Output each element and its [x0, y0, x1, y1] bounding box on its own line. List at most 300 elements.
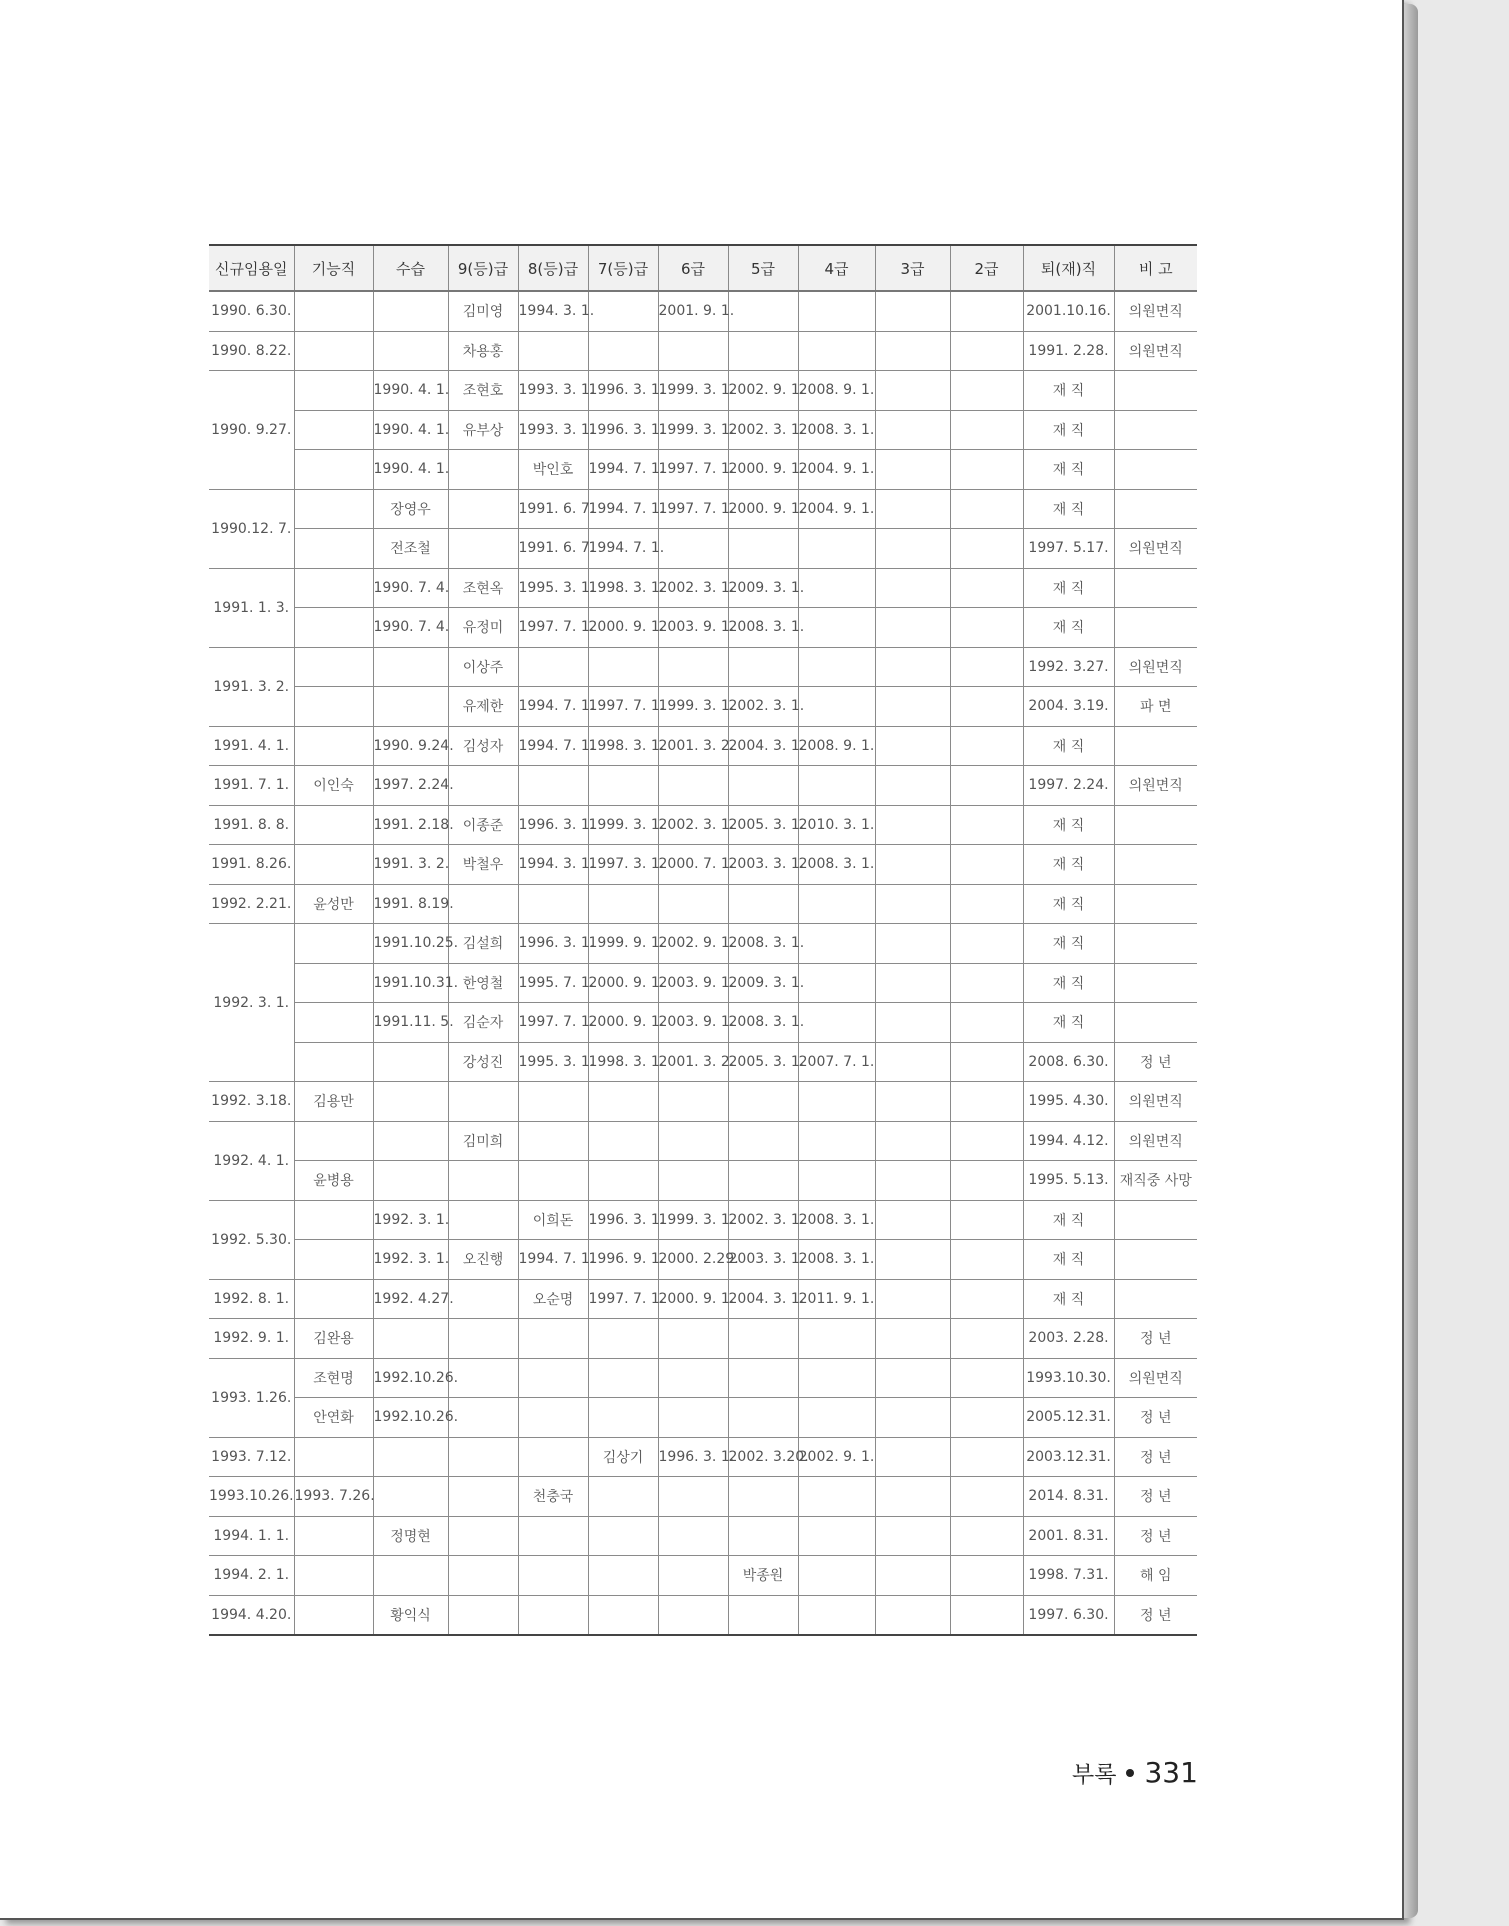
table-cell: 2007. 7. 1. [798, 1042, 875, 1082]
page-number: 331 [1144, 1756, 1198, 1789]
table-cell [875, 884, 950, 924]
table-cell: 정 년 [1114, 1319, 1197, 1359]
table-cell [294, 963, 373, 1003]
table-cell: 재 직 [1023, 1279, 1114, 1319]
table-cell [294, 331, 373, 371]
table-cell: 김순자 [448, 1003, 518, 1043]
table-cell [294, 1595, 373, 1635]
table-cell [798, 1516, 875, 1556]
table-cell [798, 647, 875, 687]
table-cell [588, 1121, 658, 1161]
table-cell: 1995. 5.13. [1023, 1161, 1114, 1201]
table-cell [588, 1398, 658, 1438]
page-footer [1072, 1756, 1198, 1789]
table-cell [518, 1556, 588, 1596]
table-cell: 1992. 4.27. [373, 1279, 448, 1319]
table-cell: 김미희 [448, 1121, 518, 1161]
table-cell: 2000. 9. 1. [728, 450, 798, 490]
table-cell: 1999. 9. 1. [588, 924, 658, 964]
table-cell [798, 1358, 875, 1398]
table-cell: 1993. 7.26. [294, 1477, 373, 1517]
table-cell: 1999. 3. 1. [658, 410, 728, 450]
table-row [209, 1358, 1197, 1398]
table-row [209, 1082, 1197, 1122]
appointment-date-cell: 1992. 2.21. [209, 884, 294, 924]
table-cell [728, 1121, 798, 1161]
table-cell: 1996. 3. 1. [518, 805, 588, 845]
table-cell [1114, 1200, 1197, 1240]
table-cell [518, 884, 588, 924]
table-cell [1114, 450, 1197, 490]
table-cell [798, 924, 875, 964]
table-cell: 1995. 3. 1. [518, 568, 588, 608]
table-cell: 조현옥 [448, 568, 518, 608]
table-cell: 1994. 7. 1. [588, 450, 658, 490]
table-cell: 2003. 9. 1. [658, 608, 728, 648]
table-cell: 윤성만 [294, 884, 373, 924]
table-cell [588, 884, 658, 924]
table-cell [294, 291, 373, 331]
table-cell: 2005. 3. 1. [728, 805, 798, 845]
table-cell [950, 845, 1023, 885]
table-cell [728, 1082, 798, 1122]
table-cell: 1995. 3. 1. [518, 1042, 588, 1082]
table-cell: 의원면직 [1114, 529, 1197, 569]
table-cell [950, 1200, 1023, 1240]
table-cell: 1994. 7. 1. [588, 529, 658, 569]
table-cell: 1992.10.26. [373, 1358, 448, 1398]
table-row [209, 1556, 1197, 1596]
table-cell: 조현명 [294, 1358, 373, 1398]
table-cell: 유정미 [448, 608, 518, 648]
table-cell [373, 1161, 448, 1201]
table-cell: 천충국 [518, 1477, 588, 1517]
table-cell [798, 291, 875, 331]
table-cell: 오순명 [518, 1279, 588, 1319]
table-row [209, 963, 1197, 1003]
table-cell [950, 1161, 1023, 1201]
table-cell: 2005.12.31. [1023, 1398, 1114, 1438]
table-cell: 1996. 3. 1. [588, 371, 658, 411]
table-cell: 1997. 2.24. [373, 766, 448, 806]
table-cell [294, 1437, 373, 1477]
table-cell: 2002. 3.20. [728, 1437, 798, 1477]
table-cell: 2009. 3. 1. [728, 568, 798, 608]
table-cell [950, 1319, 1023, 1359]
table-cell: 1991.10.31. [373, 963, 448, 1003]
table-cell [950, 1437, 1023, 1477]
table-cell [294, 489, 373, 529]
table-cell [294, 1042, 373, 1082]
table-cell [1114, 805, 1197, 845]
table-cell: 2008. 3. 1. [728, 1003, 798, 1043]
table-cell: 1994. 3. 1. [518, 845, 588, 885]
table-cell [448, 1358, 518, 1398]
table-cell: 의원면직 [1114, 291, 1197, 331]
table-cell [1114, 884, 1197, 924]
table-cell: 1991. 2.28. [1023, 331, 1114, 371]
table-row [209, 1042, 1197, 1082]
table-cell [294, 529, 373, 569]
table-cell [875, 1477, 950, 1517]
appointment-date-cell: 1991. 1. 3. [209, 568, 294, 647]
table-cell: 1992. 3. 1. [373, 1240, 448, 1280]
table-cell [294, 1556, 373, 1596]
table-cell [448, 1398, 518, 1438]
appointment-date-cell: 1993. 7.12. [209, 1437, 294, 1477]
table-cell: 2001. 3. 2. [658, 1042, 728, 1082]
table-cell: 차용홍 [448, 331, 518, 371]
table-cell: 김완용 [294, 1319, 373, 1359]
table-cell [950, 647, 1023, 687]
table-cell: 1996. 3. 1. [588, 1200, 658, 1240]
table-row [209, 1319, 1197, 1359]
table-cell [875, 1319, 950, 1359]
table-cell [950, 1358, 1023, 1398]
table-body [209, 291, 1197, 1635]
table-cell: 1991. 3. 2. [373, 845, 448, 885]
table-cell [950, 1398, 1023, 1438]
column-header: 기능직 [294, 245, 373, 291]
table-cell [588, 1516, 658, 1556]
table-cell [798, 687, 875, 727]
table-row [209, 371, 1197, 411]
table-cell: 1998. 3. 1. [588, 568, 658, 608]
table-cell: 2000. 7. 1. [658, 845, 728, 885]
table-cell [373, 1082, 448, 1122]
table-cell [518, 1516, 588, 1556]
table-cell [658, 331, 728, 371]
table-row [209, 647, 1197, 687]
table-cell [518, 647, 588, 687]
table-cell [950, 1003, 1023, 1043]
table-cell: 정 년 [1114, 1398, 1197, 1438]
table-cell [798, 1398, 875, 1438]
table-cell [1114, 924, 1197, 964]
table-cell: 1994. 4.12. [1023, 1121, 1114, 1161]
table-cell [373, 647, 448, 687]
table-cell [728, 884, 798, 924]
table-cell: 2003. 2.28. [1023, 1319, 1114, 1359]
column-header: 9(등)급 [448, 245, 518, 291]
table-cell: 1994. 7. 1. [518, 726, 588, 766]
table-cell [875, 291, 950, 331]
table-cell: 1997. 7. 1. [658, 450, 728, 490]
table-cell [1114, 371, 1197, 411]
table-cell: 2008. 6.30. [1023, 1042, 1114, 1082]
table-cell [950, 1516, 1023, 1556]
table-cell: 1992. 3. 1. [373, 1200, 448, 1240]
table-cell [798, 331, 875, 371]
table-cell: 1998. 7.31. [1023, 1556, 1114, 1596]
table-cell [950, 1477, 1023, 1517]
column-header: 비 고 [1114, 245, 1197, 291]
table-cell: 2004. 3. 1. [728, 1279, 798, 1319]
table-cell [875, 1358, 950, 1398]
table-cell [728, 1595, 798, 1635]
column-header: 수습 [373, 245, 448, 291]
table-cell: 2000. 9. 1. [658, 1279, 728, 1319]
table-cell [798, 1477, 875, 1517]
table-cell [798, 568, 875, 608]
table-cell: 황익식 [373, 1595, 448, 1635]
table-cell: 1997. 5.17. [1023, 529, 1114, 569]
table-cell [950, 687, 1023, 727]
table-cell [658, 1477, 728, 1517]
table-row [209, 1240, 1197, 1280]
appointment-date-cell: 1991. 4. 1. [209, 726, 294, 766]
table-cell [588, 1319, 658, 1359]
table-cell [448, 529, 518, 569]
table-cell [294, 450, 373, 490]
table-cell: 2001. 3. 2. [658, 726, 728, 766]
table-cell [588, 331, 658, 371]
table-cell [373, 1042, 448, 1082]
appointment-date-cell: 1991. 8.26. [209, 845, 294, 885]
appointment-date-cell: 1994. 4.20. [209, 1595, 294, 1635]
table-cell: 2002. 3. 1. [728, 1200, 798, 1240]
table-cell [950, 489, 1023, 529]
table-cell [728, 331, 798, 371]
table-cell [728, 766, 798, 806]
table-cell: 2004. 9. 1. [798, 450, 875, 490]
table-cell: 1990. 4. 1. [373, 450, 448, 490]
table-cell: 2002. 9. 1. [798, 1437, 875, 1477]
table-cell [950, 726, 1023, 766]
table-row [209, 291, 1197, 331]
column-header: 5급 [728, 245, 798, 291]
table-cell: 윤병용 [294, 1161, 373, 1201]
table-cell [518, 1398, 588, 1438]
table-cell [448, 1437, 518, 1477]
table-cell [950, 529, 1023, 569]
table-cell [875, 608, 950, 648]
table-cell [1114, 608, 1197, 648]
table-cell: 1990. 7. 4. [373, 568, 448, 608]
table-row [209, 608, 1197, 648]
table-cell [875, 371, 950, 411]
table-cell [658, 1121, 728, 1161]
table-row [209, 1003, 1197, 1043]
table-cell: 재 직 [1023, 884, 1114, 924]
table-cell [875, 963, 950, 1003]
table-cell: 2000. 9. 1. [588, 608, 658, 648]
table-row [209, 1516, 1197, 1556]
table-cell [1114, 489, 1197, 529]
table-cell [373, 1319, 448, 1359]
table-cell [588, 1595, 658, 1635]
table-cell [373, 1477, 448, 1517]
table-cell: 2001.10.16. [1023, 291, 1114, 331]
table-cell: 1999. 3. 1. [658, 1200, 728, 1240]
table-cell: 1997. 7. 1. [518, 608, 588, 648]
table-cell [373, 331, 448, 371]
table-cell: 1991. 8.19. [373, 884, 448, 924]
table-cell: 이상주 [448, 647, 518, 687]
table-cell: 1991. 6. 7. [518, 529, 588, 569]
table-cell [875, 568, 950, 608]
table-cell [875, 1595, 950, 1635]
table-cell: 1996. 9. 1. [588, 1240, 658, 1280]
table-cell: 2009. 3. 1. [728, 963, 798, 1003]
table-row [209, 726, 1197, 766]
table-cell: 재 직 [1023, 1240, 1114, 1280]
table-cell [1114, 1003, 1197, 1043]
table-cell [448, 1200, 518, 1240]
table-cell [728, 1398, 798, 1438]
table-cell: 유제한 [448, 687, 518, 727]
table-cell: 2010. 3. 1. [798, 805, 875, 845]
appointment-date-cell: 1992. 9. 1. [209, 1319, 294, 1359]
table-cell [875, 805, 950, 845]
table-cell: 1999. 3. 1. [658, 687, 728, 727]
table-cell [875, 1200, 950, 1240]
table-cell [518, 1358, 588, 1398]
table-cell [950, 331, 1023, 371]
appointment-date-cell: 1991. 7. 1. [209, 766, 294, 806]
appointment-date-cell: 1990. 6.30. [209, 291, 294, 331]
table-row [209, 805, 1197, 845]
table-cell [588, 766, 658, 806]
table-cell [658, 1516, 728, 1556]
appointment-date-cell: 1991. 3. 2. [209, 647, 294, 726]
table-cell [950, 291, 1023, 331]
table-cell [728, 1516, 798, 1556]
table-cell [518, 1161, 588, 1201]
column-header: 퇴(재)직 [1023, 245, 1114, 291]
table-cell: 1999. 3. 1. [658, 371, 728, 411]
table-cell [875, 687, 950, 727]
table-cell: 정 년 [1114, 1042, 1197, 1082]
table-row [209, 1477, 1197, 1517]
table-cell [875, 1082, 950, 1122]
table-cell: 1993. 3. 1. [518, 410, 588, 450]
table-cell [798, 1161, 875, 1201]
table-cell: 의원면직 [1114, 1358, 1197, 1398]
table-cell [875, 1161, 950, 1201]
table-cell [1114, 1279, 1197, 1319]
table-row [209, 450, 1197, 490]
table-cell [588, 1358, 658, 1398]
table-cell: 재 직 [1023, 450, 1114, 490]
table-cell: 재 직 [1023, 608, 1114, 648]
table-cell: 재 직 [1023, 963, 1114, 1003]
table-cell: 재 직 [1023, 726, 1114, 766]
table-cell: 1990. 4. 1. [373, 410, 448, 450]
table-cell: 김용만 [294, 1082, 373, 1122]
appointment-date-cell: 1991. 8. 8. [209, 805, 294, 845]
table-cell [950, 924, 1023, 964]
table-cell: 1993. 3. 1. [518, 371, 588, 411]
table-cell: 2002. 3. 1. [728, 410, 798, 450]
table-cell [518, 766, 588, 806]
table-cell [875, 529, 950, 569]
table-cell: 재 직 [1023, 568, 1114, 608]
table-cell [294, 410, 373, 450]
table-cell: 1991.10.25. [373, 924, 448, 964]
table-cell [448, 766, 518, 806]
table-cell [518, 1082, 588, 1122]
table-cell [294, 726, 373, 766]
page-edge-shadow [1404, 4, 1418, 1918]
table-cell [373, 1121, 448, 1161]
table-cell: 2008. 3. 1. [798, 1240, 875, 1280]
table-cell: 정 년 [1114, 1477, 1197, 1517]
table-cell: 2001. 8.31. [1023, 1516, 1114, 1556]
table-cell: 재 직 [1023, 1003, 1114, 1043]
table-cell [1114, 1240, 1197, 1280]
column-header: 3급 [875, 245, 950, 291]
appointment-date-cell: 1992. 8. 1. [209, 1279, 294, 1319]
table-cell [518, 1437, 588, 1477]
table-cell: 1998. 3. 1. [588, 726, 658, 766]
table-cell [875, 924, 950, 964]
table-cell: 김상기 [588, 1437, 658, 1477]
table-cell [448, 1556, 518, 1596]
table-cell [448, 1279, 518, 1319]
table-cell: 2000. 9. 1. [588, 963, 658, 1003]
table-cell: 의원면직 [1114, 331, 1197, 371]
bullet-icon [1126, 1769, 1134, 1777]
table-cell: 2000. 9. 1. [728, 489, 798, 529]
appointment-date-cell: 1993.10.26. [209, 1477, 294, 1517]
table-cell [798, 766, 875, 806]
table-cell: 2002. 3. 1. [728, 687, 798, 727]
table-cell: 2004. 9. 1. [798, 489, 875, 529]
footer-section-label: 부록 [1072, 1762, 1117, 1788]
table-cell [658, 766, 728, 806]
table-cell [518, 331, 588, 371]
table-cell: 1995. 4.30. [1023, 1082, 1114, 1122]
table-cell: 2000. 2.29. [658, 1240, 728, 1280]
table-cell [1114, 726, 1197, 766]
table-row [209, 884, 1197, 924]
table-cell: 재 직 [1023, 805, 1114, 845]
table-cell [518, 1121, 588, 1161]
table-cell: 재직중 사망 [1114, 1161, 1197, 1201]
table-cell [294, 371, 373, 411]
table-cell [728, 291, 798, 331]
table-cell: 1991.11. 5. [373, 1003, 448, 1043]
table-cell: 1997. 2.24. [1023, 766, 1114, 806]
table-cell: 장영우 [373, 489, 448, 529]
appointment-date-cell: 1992. 3.18. [209, 1082, 294, 1122]
table-cell: 이희돈 [518, 1200, 588, 1240]
table-cell [373, 687, 448, 727]
table-cell [728, 1319, 798, 1359]
table-row [209, 529, 1197, 569]
table-cell: 재 직 [1023, 845, 1114, 885]
table-cell: 조현호 [448, 371, 518, 411]
table-cell [294, 845, 373, 885]
table-cell [950, 1042, 1023, 1082]
table-cell [875, 489, 950, 529]
table-cell [294, 1200, 373, 1240]
table-cell [373, 291, 448, 331]
table-cell [950, 805, 1023, 845]
table-cell: 한영철 [448, 963, 518, 1003]
table-cell [658, 884, 728, 924]
table-cell: 1999. 3. 1. [588, 805, 658, 845]
table-cell [875, 331, 950, 371]
table-cell: 박종원 [728, 1556, 798, 1596]
table-cell: 의원면직 [1114, 647, 1197, 687]
table-cell [294, 805, 373, 845]
table-cell [950, 884, 1023, 924]
table-cell [294, 608, 373, 648]
table-cell [658, 1556, 728, 1596]
table-cell [875, 1121, 950, 1161]
